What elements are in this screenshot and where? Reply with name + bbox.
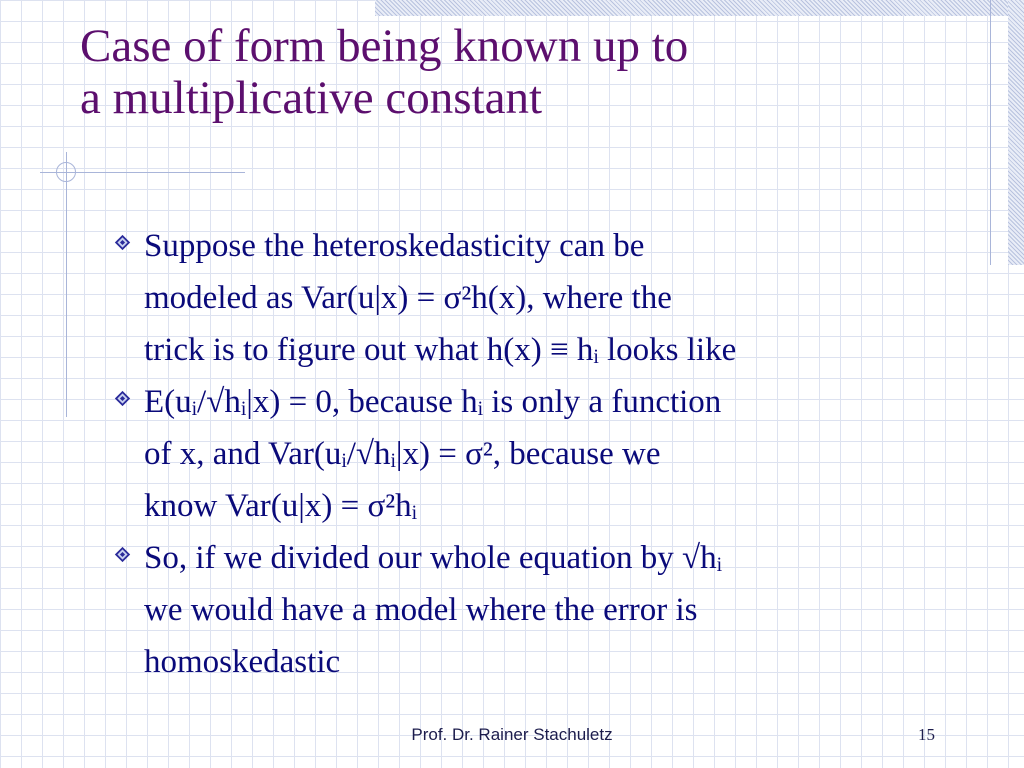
bullet-1-line-1: Suppose the heteroskedasticity can be	[144, 228, 645, 264]
left-accent-line	[66, 152, 67, 417]
bullet-item-2	[108, 376, 988, 532]
accent-circle	[56, 162, 76, 182]
bullet-3-line-2: we would have a model where the error is	[144, 592, 698, 628]
bullet-list	[108, 220, 988, 688]
right-decoration-band	[1008, 0, 1024, 265]
bullet-3-line-1: So, if we divided our whole equation by √hᵢ	[144, 540, 722, 576]
bullet-2-line-1: E(uᵢ/√hᵢ|x) = 0, because hᵢ is only a function	[144, 384, 722, 420]
right-accent-line	[990, 0, 991, 265]
diamond-bullet-icon	[114, 234, 131, 251]
bullet-3-line-3: homoskedastic	[144, 644, 341, 680]
title-line-2: a multiplicative constant	[80, 72, 543, 124]
diamond-bullet-icon	[114, 546, 131, 563]
footer-author: Prof. Dr. Rainer Stachuletz	[411, 725, 613, 744]
page-number: 15	[918, 725, 935, 744]
slide-title	[80, 20, 980, 124]
bullet-1-line-2: modeled as Var(u|x) = σ²h(x), where the	[144, 280, 672, 316]
diamond-bullet-icon	[114, 390, 131, 407]
bullet-1-line-3: trick is to figure out what h(x) ≡ hᵢ looks like	[144, 332, 737, 368]
bullet-item-1	[108, 220, 988, 376]
bullet-item-3	[108, 532, 988, 688]
bullet-2-line-2: of x, and Var(uᵢ/√hᵢ|x) = σ², because we	[144, 436, 661, 472]
title-line-1: Case of form being known up to	[80, 20, 689, 72]
top-decoration-band	[375, 0, 1024, 16]
bullet-2-line-3: know Var(u|x) = σ²hᵢ	[144, 488, 418, 524]
